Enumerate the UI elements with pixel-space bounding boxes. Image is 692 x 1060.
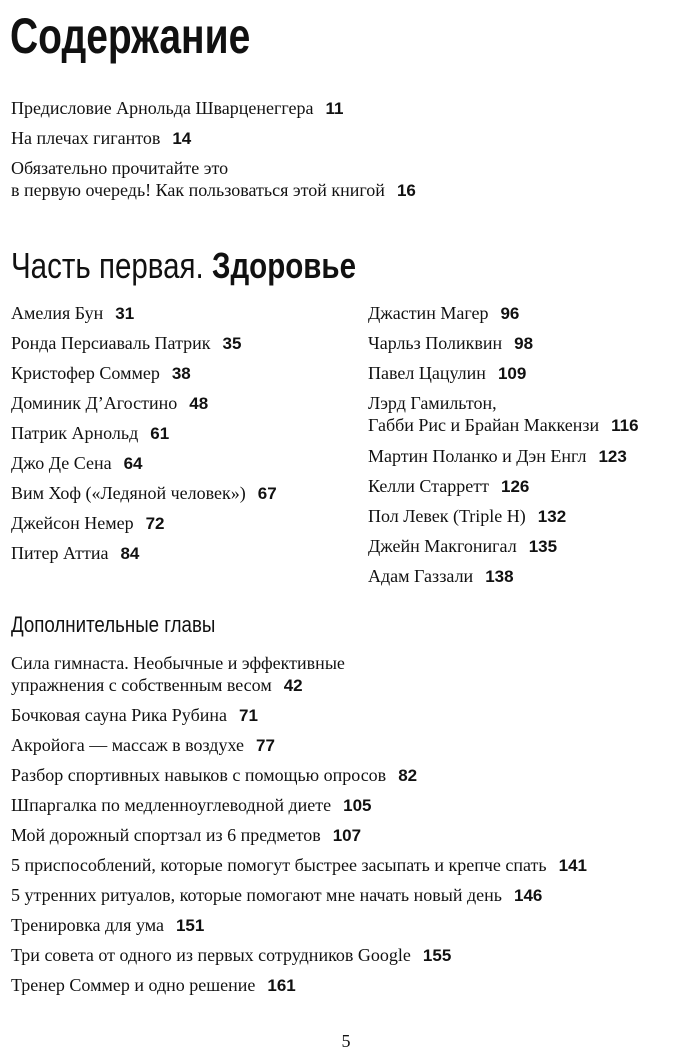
toc-entry	[368, 505, 566, 528]
toc-entry	[11, 542, 139, 565]
entry-title: Джастин Магер	[368, 303, 489, 323]
toc-entry	[11, 764, 417, 787]
toc-entry	[11, 362, 191, 385]
entry-title: Тренер Соммер и одно решение	[11, 975, 256, 995]
page-number: 5	[341, 1031, 351, 1051]
entry-page: 11	[325, 99, 344, 118]
entry-title: в первую очередь! Как пользоваться этой книгой	[11, 180, 385, 200]
entry-page: 132	[537, 507, 567, 526]
toc-entry	[11, 824, 361, 847]
entry-title: Габби Рис и Брайан Маккензи	[368, 415, 600, 435]
entry-page: 14	[172, 129, 192, 148]
toc-entry	[11, 512, 165, 535]
toc-entry	[11, 332, 241, 355]
entry-page: 155	[422, 946, 452, 965]
entry-page: 141	[558, 856, 587, 875]
entry-page: 105	[343, 796, 372, 815]
toc-entry-multiline	[368, 392, 639, 437]
entry-page: 35	[222, 334, 242, 353]
entry-title: упражнения с собственным весом	[11, 675, 272, 695]
entry-title: Тренировка для ума	[11, 915, 164, 935]
entry-title: Бочковая сауна Рика Рубина	[11, 705, 227, 725]
entry-title: Разбор спортивных навыков с помощью опросов	[11, 765, 387, 785]
toc-entry	[11, 97, 344, 120]
entry-title: Мартин Поланко и Дэн Енгл	[368, 446, 587, 466]
toc-entry-multiline	[11, 652, 345, 697]
entry-title: Кристофер Соммер	[11, 363, 160, 383]
toc-entry	[11, 452, 143, 475]
toc-entry	[11, 302, 134, 325]
entry-page: 16	[396, 181, 416, 200]
toc-entry	[11, 884, 542, 907]
entry-title: На плечах гигантов	[11, 128, 161, 148]
entry-title: Мой дорожный спортзал из 6 предметов	[11, 825, 321, 845]
entry-title: Джейсон Немер	[11, 513, 134, 533]
entry-page: 82	[398, 766, 418, 785]
entry-page: 98	[514, 334, 534, 353]
entry-page: 107	[332, 826, 362, 845]
section-title-extra: Дополнительные главы	[11, 612, 216, 637]
entry-page: 96	[500, 304, 520, 323]
entry-page: 64	[123, 454, 143, 473]
toc-entry	[368, 362, 526, 385]
entry-title: Джейн Макгонигал	[368, 536, 517, 556]
toc-entry	[368, 332, 533, 355]
entry-title: Павел Цацулин	[368, 363, 486, 383]
toc-entry	[11, 794, 371, 817]
section-title-bold: Здоровье	[211, 245, 357, 286]
section-title-regular: Часть первая.	[11, 245, 204, 286]
entry-title: Келли Старретт	[368, 476, 489, 496]
toc-entry	[368, 302, 519, 325]
entry-title: Три совета от одного из первых сотрудников Google	[11, 945, 411, 965]
entry-title: Пол Левек (Triple H)	[368, 506, 526, 526]
entry-title: Джо Де Сена	[11, 453, 112, 473]
entry-page: 161	[267, 976, 296, 995]
toc-entry	[368, 475, 529, 498]
entry-title: Предисловие Арнольда Шварценеггера	[11, 98, 314, 118]
entry-title: 5 утренних ритуалов, которые помогают мне начать новый день	[11, 885, 502, 905]
entry-page: 109	[497, 364, 527, 383]
entry-title: 5 приспособлений, которые помогут быстрее засыпать и крепче спать	[11, 855, 547, 875]
entry-title: Патрик Арнольд	[11, 423, 139, 443]
entry-page: 77	[256, 736, 275, 755]
toc-entry	[368, 565, 514, 588]
entry-title: Ронда Персиаваль Патрик	[11, 333, 211, 353]
entry-title: Чарльз Поликвин	[368, 333, 503, 353]
entry-title: Питер Аттиа	[11, 543, 109, 563]
entry-page: 48	[189, 394, 209, 413]
entry-title: Амелия Бун	[11, 303, 104, 323]
toc-entry	[11, 392, 208, 415]
entry-page: 31	[115, 304, 135, 323]
entry-page: 138	[485, 567, 514, 586]
toc-entry	[11, 944, 451, 967]
entry-page: 67	[257, 484, 277, 503]
entry-page: 151	[175, 916, 205, 935]
entry-title-line1: Сила гимнаста. Необычные и эффективные	[11, 653, 345, 673]
entry-title-line1: Лэрд Гамильтон,	[368, 393, 497, 413]
entry-title: Акройога — массаж в воздухе	[11, 735, 244, 755]
entry-page: 42	[283, 676, 303, 695]
toc-entry	[368, 445, 627, 468]
entry-page: 38	[171, 364, 191, 383]
page-title: Содержание	[10, 8, 251, 64]
toc-entry	[11, 422, 169, 445]
toc-entry	[11, 704, 258, 727]
entry-title: Вим Хоф («Ледяной человек»)	[11, 483, 246, 503]
entry-page: 146	[513, 886, 543, 905]
toc-entry	[11, 974, 296, 997]
toc-entry	[11, 127, 191, 150]
entry-page: 71	[238, 706, 258, 725]
toc-entry-multiline	[11, 157, 416, 202]
entry-page: 116	[611, 416, 639, 435]
entry-title: Адам Газзали	[368, 566, 474, 586]
toc-entry	[11, 734, 275, 757]
toc-entry	[11, 914, 204, 937]
entry-title: Доминик Д’Агостино	[11, 393, 178, 413]
entry-page: 135	[528, 537, 558, 556]
entry-title-line1: Обязательно прочитайте это	[11, 158, 229, 178]
toc-entry	[368, 535, 557, 558]
section-title-part-one	[11, 244, 356, 288]
entry-page: 123	[598, 447, 627, 466]
entry-page: 84	[120, 544, 140, 563]
entry-page: 126	[500, 477, 530, 496]
entry-page: 61	[150, 424, 170, 443]
toc-entry	[11, 854, 587, 877]
toc-entry	[11, 482, 277, 505]
entry-title: Шпаргалка по медленноуглеводной диете	[11, 795, 332, 815]
entry-page: 72	[145, 514, 165, 533]
